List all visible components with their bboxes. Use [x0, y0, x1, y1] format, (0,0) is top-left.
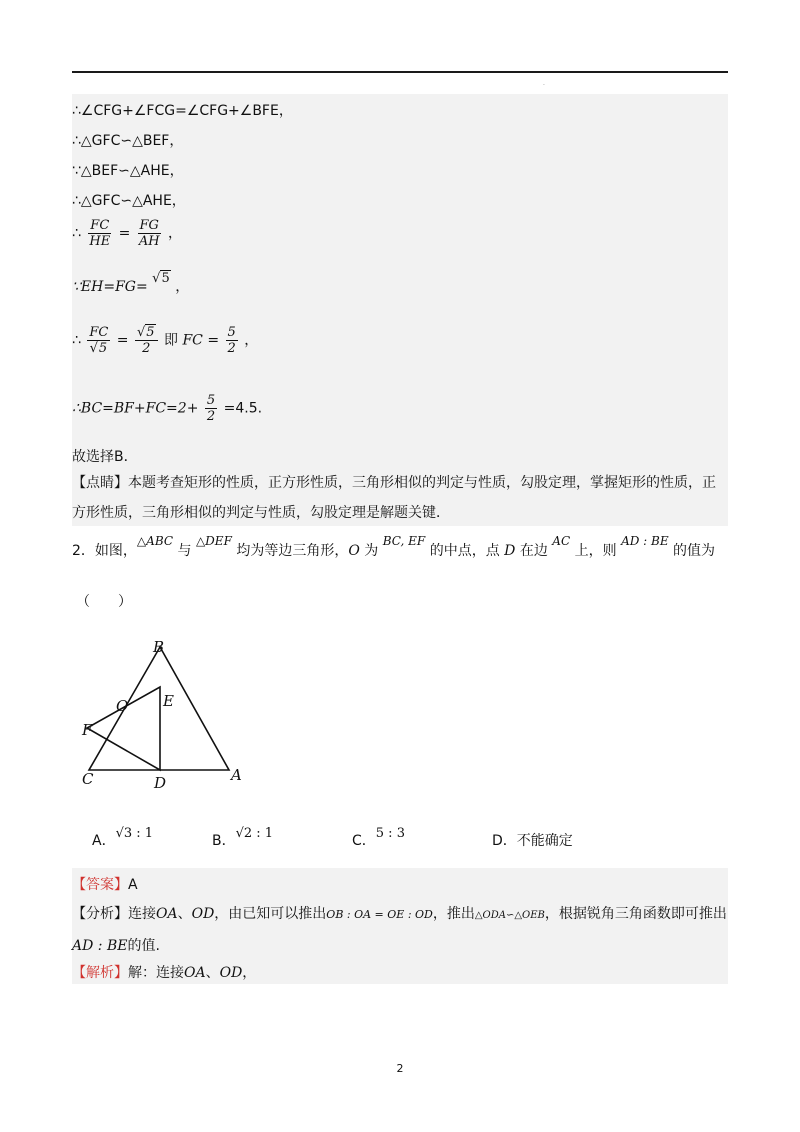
- solution-line-4: ∴△GFC∽△AHE，: [72, 193, 186, 209]
- label-f: F: [82, 721, 93, 739]
- triangle-abc: [89, 647, 229, 770]
- label-a: A: [231, 766, 242, 784]
- label-o: O: [116, 697, 129, 715]
- solution-start: 【解析】解：连接OA、OD，: [72, 965, 257, 981]
- page-number: 2: [396, 1062, 404, 1075]
- triangle-figure: [72, 630, 272, 800]
- option-d[interactable]: D．不能确定: [492, 833, 573, 849]
- choose-line: 故选择B．: [72, 449, 138, 465]
- point-paragraph: 【点睛】本题考查矩形的性质，正方形性质，三角形相似的判定与性质，勾股定理，掌握矩形的性质，正方形性质，三角形相似的判定与性质，勾股定理是解题关键．: [72, 475, 716, 521]
- header-mark: ·: [543, 82, 545, 89]
- solution-line-1: ∴∠CFG+∠FCG=∠CFG+∠BFE，: [72, 103, 293, 119]
- sqrt-5: √5: [152, 271, 170, 286]
- fraction-fg-ah: $\frac{FG}{AH}$: [138, 218, 160, 249]
- header-rule: [72, 71, 728, 73]
- equation-ratio: ∴ $\frac{FC}{HE}$ = $\frac{FG}{AH}$ ，: [72, 218, 183, 249]
- point-tag: 【点睛】: [72, 475, 128, 491]
- equation-fc: ∴ $\frac{FC}{√5}$ = $\frac{√5}{2}$ 即 FC = $\frac{5}{2}$ ，: [72, 325, 259, 356]
- solution-line-3: ∵△BEF∽△AHE，: [72, 163, 184, 179]
- solution-line-2: ∴△GFC∽△BEF，: [72, 133, 184, 149]
- answer-line: 【答案】A: [72, 877, 138, 893]
- fraction-fc-he: $\frac{FC}{HE}$: [89, 218, 111, 249]
- answer-paren: （ ）: [76, 594, 132, 610]
- solution-tag: 【解析】: [72, 965, 128, 981]
- question-2: 2．如图，△ABC 与 △DEF 均为等边三角形，O 为 BC, EF 的中点，点 D 在边 AC 上，则 AD : BE 的值为: [72, 534, 716, 559]
- option-b[interactable]: B．√2 : 1: [212, 826, 274, 849]
- label-b: B: [153, 638, 165, 656]
- equation-eh-fg: ∵EH=FG= √5 ，: [72, 271, 190, 295]
- label-e: E: [163, 692, 174, 710]
- equation-bc: ∴BC=BF+FC=2+ $\frac{5}{2}$ =4.5.: [72, 393, 263, 424]
- solution-shade: [72, 94, 728, 526]
- analysis-paragraph: 【分析】连接OA、OD，由已知可以推出OB : OA = OE : OD，推出△ODA∽△OEB，根据锐角三角函数即可推出AD : BE的值.: [72, 906, 727, 954]
- label-c: C: [82, 770, 94, 788]
- answer-tag: 【答案】: [72, 877, 128, 893]
- analysis-tag: 【分析】: [72, 906, 128, 922]
- label-d: D: [154, 774, 167, 792]
- option-a[interactable]: A．√3 : 1: [92, 826, 154, 849]
- option-c[interactable]: C．5 : 3: [352, 826, 405, 849]
